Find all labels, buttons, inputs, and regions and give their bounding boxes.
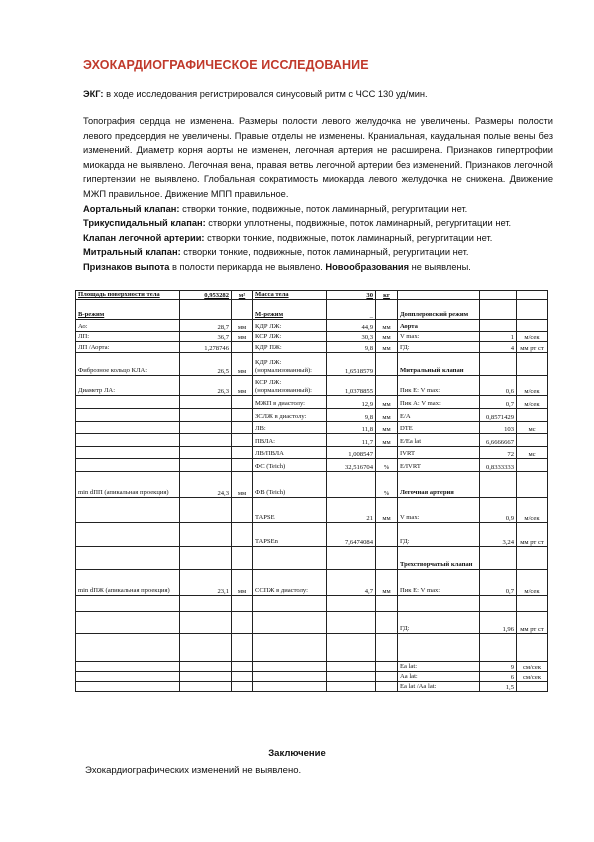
conclusion-title: Заключение: [268, 748, 326, 759]
table-cell: [517, 634, 548, 662]
table-cell: [327, 612, 376, 634]
table-cell: [232, 434, 253, 447]
table-cell: [376, 523, 398, 547]
table-cell: [517, 459, 548, 472]
table-cell: 0,6: [480, 376, 517, 396]
table-cell: [327, 662, 376, 672]
table-cell: мм: [376, 332, 398, 342]
table-cell: 6: [480, 672, 517, 682]
table-cell: Масса тела: [253, 291, 327, 300]
table-cell: [76, 612, 180, 634]
table-cell: [232, 523, 253, 547]
table-row: [76, 342, 548, 353]
table-cell: [180, 447, 232, 459]
table-cell: [480, 300, 517, 320]
table-cell: Аорта: [398, 320, 480, 332]
table-cell: _: [327, 300, 376, 320]
valve-pulmonary-text: створки тонкие, подвижные, поток ламинарный, регургитации нет.: [204, 232, 493, 243]
table-cell: [517, 434, 548, 447]
table-cell: мс: [517, 447, 548, 459]
table-cell: Пик А: V max:: [398, 396, 480, 409]
table-cell: [180, 523, 232, 547]
table-cell: %: [376, 459, 398, 472]
table-row: [76, 570, 548, 596]
table-cell: КДР ЛЖ: (нормализованный):: [253, 353, 327, 376]
table-cell: мм: [376, 498, 398, 523]
table-row: [76, 353, 548, 376]
effusion-label: Признаков выпота: [83, 261, 170, 272]
table-cell: [517, 291, 548, 300]
table-cell: [76, 662, 180, 672]
table-cell: 30: [327, 291, 376, 300]
table-cell: Митральный клапан: [398, 353, 480, 376]
valve-aortic-label: Аортальный клапан:: [83, 203, 180, 214]
table-cell: [76, 547, 180, 570]
table-cell: [517, 682, 548, 692]
table-row: [76, 447, 548, 459]
table-cell: [376, 612, 398, 634]
table-cell: [232, 447, 253, 459]
table-cell: ГД:: [398, 523, 480, 547]
table-cell: [76, 396, 180, 409]
valve-tricuspid-label: Трикуспидальный клапан:: [83, 218, 206, 229]
table-cell: мм рт ст: [517, 342, 548, 353]
table-cell: мм: [376, 409, 398, 422]
table-cell: [232, 342, 253, 353]
table-cell: мм: [232, 353, 253, 376]
table-cell: min dПЖ (апикальная проекция): [76, 570, 180, 596]
table-cell: [517, 596, 548, 612]
table-cell: Площадь поверхности тела: [76, 291, 180, 300]
table-cell: [480, 353, 517, 376]
table-row: [76, 396, 548, 409]
valve-tricuspid-text: створки уплотнены, подвижные, поток ламинарный, регургитации нет.: [205, 218, 512, 229]
table-cell: мм: [376, 422, 398, 434]
valve-aortic-text: створки тонкие, подвижные, поток ламинарный, регургитации нет.: [179, 203, 468, 214]
table-cell: ГД:: [398, 612, 480, 634]
effusion-text: в полости перикарда не выявлено.: [169, 261, 326, 272]
table-cell: мм: [232, 472, 253, 498]
measurements-table: [75, 290, 548, 692]
table-cell: [327, 672, 376, 682]
table-cell: %: [376, 472, 398, 498]
table-row: [76, 472, 548, 498]
table-cell: см/сек: [517, 662, 548, 672]
table-cell: [232, 547, 253, 570]
table-cell: [76, 409, 180, 422]
table-cell: ЛП:: [76, 332, 180, 342]
table-cell: 1,5: [480, 682, 517, 692]
table-cell: TAPSE: [253, 498, 327, 523]
table-cell: [180, 662, 232, 672]
table-cell: 9,8: [327, 342, 376, 353]
table-cell: МЖП в диастолу:: [253, 396, 327, 409]
valve-pulmonary: [83, 231, 553, 246]
table-cell: [180, 634, 232, 662]
table-cell: 11,8: [327, 422, 376, 434]
table-cell: [76, 596, 180, 612]
table-cell: мм: [376, 342, 398, 353]
table-cell: КСР ЛЖ:: [253, 332, 327, 342]
table-cell: мм: [232, 332, 253, 342]
table-cell: [376, 353, 398, 376]
table-row: [76, 523, 548, 547]
table-cell: [376, 672, 398, 682]
table-cell: 26,3: [180, 376, 232, 396]
table-cell: ФВ (Teich): [253, 472, 327, 498]
table-cell: 3,24: [480, 523, 517, 547]
table-cell: [180, 434, 232, 447]
table-row: [76, 547, 548, 570]
table-cell: [76, 498, 180, 523]
table-cell: мм: [232, 570, 253, 596]
table-cell: [232, 422, 253, 434]
table-cell: [253, 612, 327, 634]
table-row: [76, 300, 548, 320]
table-row: [76, 672, 548, 682]
table-cell: [232, 672, 253, 682]
table-row: [76, 291, 548, 300]
report-title: ЭХОКАРДИОГРАФИЧЕСКОЕ ИССЛЕДОВАНИЕ: [83, 58, 369, 72]
table-cell: мм: [232, 376, 253, 396]
table-cell: [398, 634, 480, 662]
table-cell: Допплеровский режим: [398, 300, 480, 320]
table-cell: Легочная артерия: [398, 472, 480, 498]
table-cell: Пик Е: V max:: [398, 570, 480, 596]
table-row: [76, 332, 548, 342]
table-cell: [232, 612, 253, 634]
table-cell: ЗСЛЖ в диастолу:: [253, 409, 327, 422]
table-cell: Ао:: [76, 320, 180, 332]
table-cell: [517, 320, 548, 332]
table-cell: [376, 447, 398, 459]
table-cell: 72: [480, 447, 517, 459]
table-cell: Ea lat /Aa lat:: [398, 682, 480, 692]
table-cell: 28,7: [180, 320, 232, 332]
table-row: [76, 596, 548, 612]
table-cell: [232, 634, 253, 662]
table-cell: [180, 409, 232, 422]
table-cell: мм: [376, 570, 398, 596]
table-cell: [232, 409, 253, 422]
table-cell: м/сек: [517, 376, 548, 396]
table-cell: [517, 353, 548, 376]
description-text: Топография сердца не изменена. Размеры полости левого желудочка не увеличены. Размеры полости левого предсердия не увеличены. Правые отделы не изменены. Краниальная, каудальная полые вены без изменений. Диаметр корня аорты не изменен, легочная артерия не расширена. Признаков гипертрофии миокарда не выявлено. Легочная вена, правая ветвь легочной артерии без изменений. Признаков легочной гипертензии не выявлено. Глобальная сократимость миокарда левого желудочка не снижена. Движение МЖП правильное. Движение МПП правильное.: [83, 116, 553, 199]
table-row: [76, 459, 548, 472]
table-cell: 0,8333333: [480, 459, 517, 472]
table-cell: ЛВ/ПВЛА: [253, 447, 327, 459]
table-cell: 23,1: [180, 570, 232, 596]
table-cell: 9,8: [327, 409, 376, 422]
table-cell: кг: [376, 291, 398, 300]
conclusion-text: Эхокардиографических изменений не выявлено.: [85, 765, 302, 776]
table-row: [76, 409, 548, 422]
valve-mitral: [83, 245, 553, 260]
table-cell: ПВЛА:: [253, 434, 327, 447]
table-cell: ЛВ:: [253, 422, 327, 434]
table-cell: мм рт ст: [517, 523, 548, 547]
table-cell: 0,9: [480, 498, 517, 523]
table-cell: [398, 596, 480, 612]
table-cell: [253, 672, 327, 682]
table-cell: м/сек: [517, 332, 548, 342]
table-cell: [480, 472, 517, 498]
table-cell: 1,008547: [327, 447, 376, 459]
table-cell: E/IVRT: [398, 459, 480, 472]
table-cell: 36,7: [180, 332, 232, 342]
table-cell: [76, 434, 180, 447]
table-row: [76, 434, 548, 447]
table-cell: мм: [376, 434, 398, 447]
table-cell: [327, 682, 376, 692]
findings-block: [83, 114, 553, 275]
table-cell: [180, 422, 232, 434]
table-cell: [376, 300, 398, 320]
table-cell: [253, 662, 327, 672]
table-cell: КДР ЛЖ:: [253, 320, 327, 332]
table-cell: [76, 682, 180, 692]
table-cell: min dПП (апикальная проекция): [76, 472, 180, 498]
table-cell: [480, 320, 517, 332]
table-cell: мм: [376, 396, 398, 409]
table-cell: [480, 596, 517, 612]
table-cell: Диаметр ЛА:: [76, 376, 180, 396]
table-cell: E/A: [398, 409, 480, 422]
table-cell: [253, 682, 327, 692]
table-row: [76, 612, 548, 634]
table-row: [76, 682, 548, 692]
table-cell: ЛП /Аорта:: [76, 342, 180, 353]
table-cell: 1,0378855: [327, 376, 376, 396]
table-cell: 21: [327, 498, 376, 523]
table-cell: IVRT: [398, 447, 480, 459]
table-cell: мм: [376, 320, 398, 332]
table-cell: 12,9: [327, 396, 376, 409]
table-cell: [480, 634, 517, 662]
table-cell: [376, 662, 398, 672]
table-cell: 1,278746: [180, 342, 232, 353]
table-cell: [517, 300, 548, 320]
table-cell: [76, 422, 180, 434]
table-cell: [376, 682, 398, 692]
table-cell: 6,6666667: [480, 434, 517, 447]
ekg-line: [83, 89, 553, 99]
valve-aortic: [83, 202, 553, 217]
table-cell: 1: [480, 332, 517, 342]
table-cell: [180, 547, 232, 570]
effusion-line: [83, 260, 553, 275]
table-row: [76, 376, 548, 396]
table-cell: [76, 447, 180, 459]
table-cell: [180, 672, 232, 682]
table-cell: м²: [232, 291, 253, 300]
table-cell: V max:: [398, 498, 480, 523]
table-cell: 1,96: [480, 612, 517, 634]
table-cell: DTE: [398, 422, 480, 434]
table-cell: [180, 459, 232, 472]
table-cell: [253, 634, 327, 662]
table-cell: 44,9: [327, 320, 376, 332]
table-cell: [232, 459, 253, 472]
table-cell: Ea lat:: [398, 662, 480, 672]
neoplasm-text: не выявлены.: [409, 261, 471, 272]
table-cell: 26,5: [180, 353, 232, 376]
table-cell: Трехстворчатый клапан: [398, 547, 480, 570]
table-cell: [376, 596, 398, 612]
table-row: [76, 422, 548, 434]
valve-mitral-label: Митральный клапан:: [83, 247, 181, 258]
table-cell: ФС (Teich): [253, 459, 327, 472]
table-cell: [180, 612, 232, 634]
table-cell: [232, 662, 253, 672]
table-cell: [180, 498, 232, 523]
table-cell: 1,6518579: [327, 353, 376, 376]
table-row: [76, 498, 548, 523]
table-cell: Пик Е: V max:: [398, 376, 480, 396]
table-cell: 32,516704: [327, 459, 376, 472]
table-cell: 9: [480, 662, 517, 672]
table-cell: [376, 376, 398, 396]
table-cell: [232, 498, 253, 523]
table-cell: 30,3: [327, 332, 376, 342]
table-cell: ССПЖ в диастолу:: [253, 570, 327, 596]
table-cell: [517, 409, 548, 422]
table-cell: КДР ПЖ:: [253, 342, 327, 353]
table-cell: [376, 547, 398, 570]
table-cell: [76, 634, 180, 662]
table-cell: E/Ea lat: [398, 434, 480, 447]
table-cell: [232, 682, 253, 692]
table-cell: М-режим: [253, 300, 327, 320]
table-cell: м/сек: [517, 498, 548, 523]
table-cell: [327, 547, 376, 570]
table-cell: [232, 596, 253, 612]
table-cell: 4: [480, 342, 517, 353]
table-row: [76, 634, 548, 662]
table-cell: [232, 396, 253, 409]
table-cell: ГД:: [398, 342, 480, 353]
table-cell: см/сек: [517, 672, 548, 682]
table-row: [76, 662, 548, 672]
valve-tricuspid: [83, 216, 553, 231]
table-cell: м/сек: [517, 570, 548, 596]
table-cell: 103: [480, 422, 517, 434]
table-cell: 0,7: [480, 570, 517, 596]
ekg-label: ЭКГ:: [83, 89, 104, 99]
table-cell: В-режим: [76, 300, 180, 320]
table-cell: Aa lat:: [398, 672, 480, 682]
valve-mitral-text: створки тонкие, подвижные, поток ламинарный, регургитации нет.: [180, 247, 469, 258]
neoplasm-label: Новообразования: [325, 261, 410, 272]
table-cell: [327, 596, 376, 612]
table-cell: [398, 291, 480, 300]
table-cell: мс: [517, 422, 548, 434]
table-cell: [232, 300, 253, 320]
table-cell: КСР ЛЖ: (нормализованный):: [253, 376, 327, 396]
table-cell: [76, 523, 180, 547]
table-cell: TAPSEn: [253, 523, 327, 547]
table-cell: V max:: [398, 332, 480, 342]
table-cell: 0,7: [480, 396, 517, 409]
table-cell: [180, 396, 232, 409]
table-cell: [180, 682, 232, 692]
table-cell: [376, 634, 398, 662]
table-cell: [327, 634, 376, 662]
table-cell: [517, 472, 548, 498]
table-cell: [253, 547, 327, 570]
valve-pulmonary-label: Клапан легочной артерии:: [83, 232, 205, 243]
table-cell: [480, 547, 517, 570]
table-row: [76, 320, 548, 332]
table-cell: 0,8571429: [480, 409, 517, 422]
table-cell: 7,6474084: [327, 523, 376, 547]
table-cell: мм: [232, 320, 253, 332]
table-cell: 4,7: [327, 570, 376, 596]
table-cell: [76, 459, 180, 472]
table-cell: [253, 596, 327, 612]
table-cell: [517, 547, 548, 570]
table-cell: [327, 472, 376, 498]
table-cell: [180, 300, 232, 320]
table-cell: 0,953282: [180, 291, 232, 300]
table-cell: мм рт ст: [517, 612, 548, 634]
table-cell: [480, 291, 517, 300]
table-cell: 24,3: [180, 472, 232, 498]
table-cell: м/сек: [517, 396, 548, 409]
table-cell: [180, 596, 232, 612]
table-cell: [76, 672, 180, 682]
table-cell: Фиброзное кольцо КЛА:: [76, 353, 180, 376]
table-cell: 11,7: [327, 434, 376, 447]
ekg-text: в ходе исследования регистрировался синусовый ритм с ЧСС 130 уд/мин.: [103, 89, 428, 99]
